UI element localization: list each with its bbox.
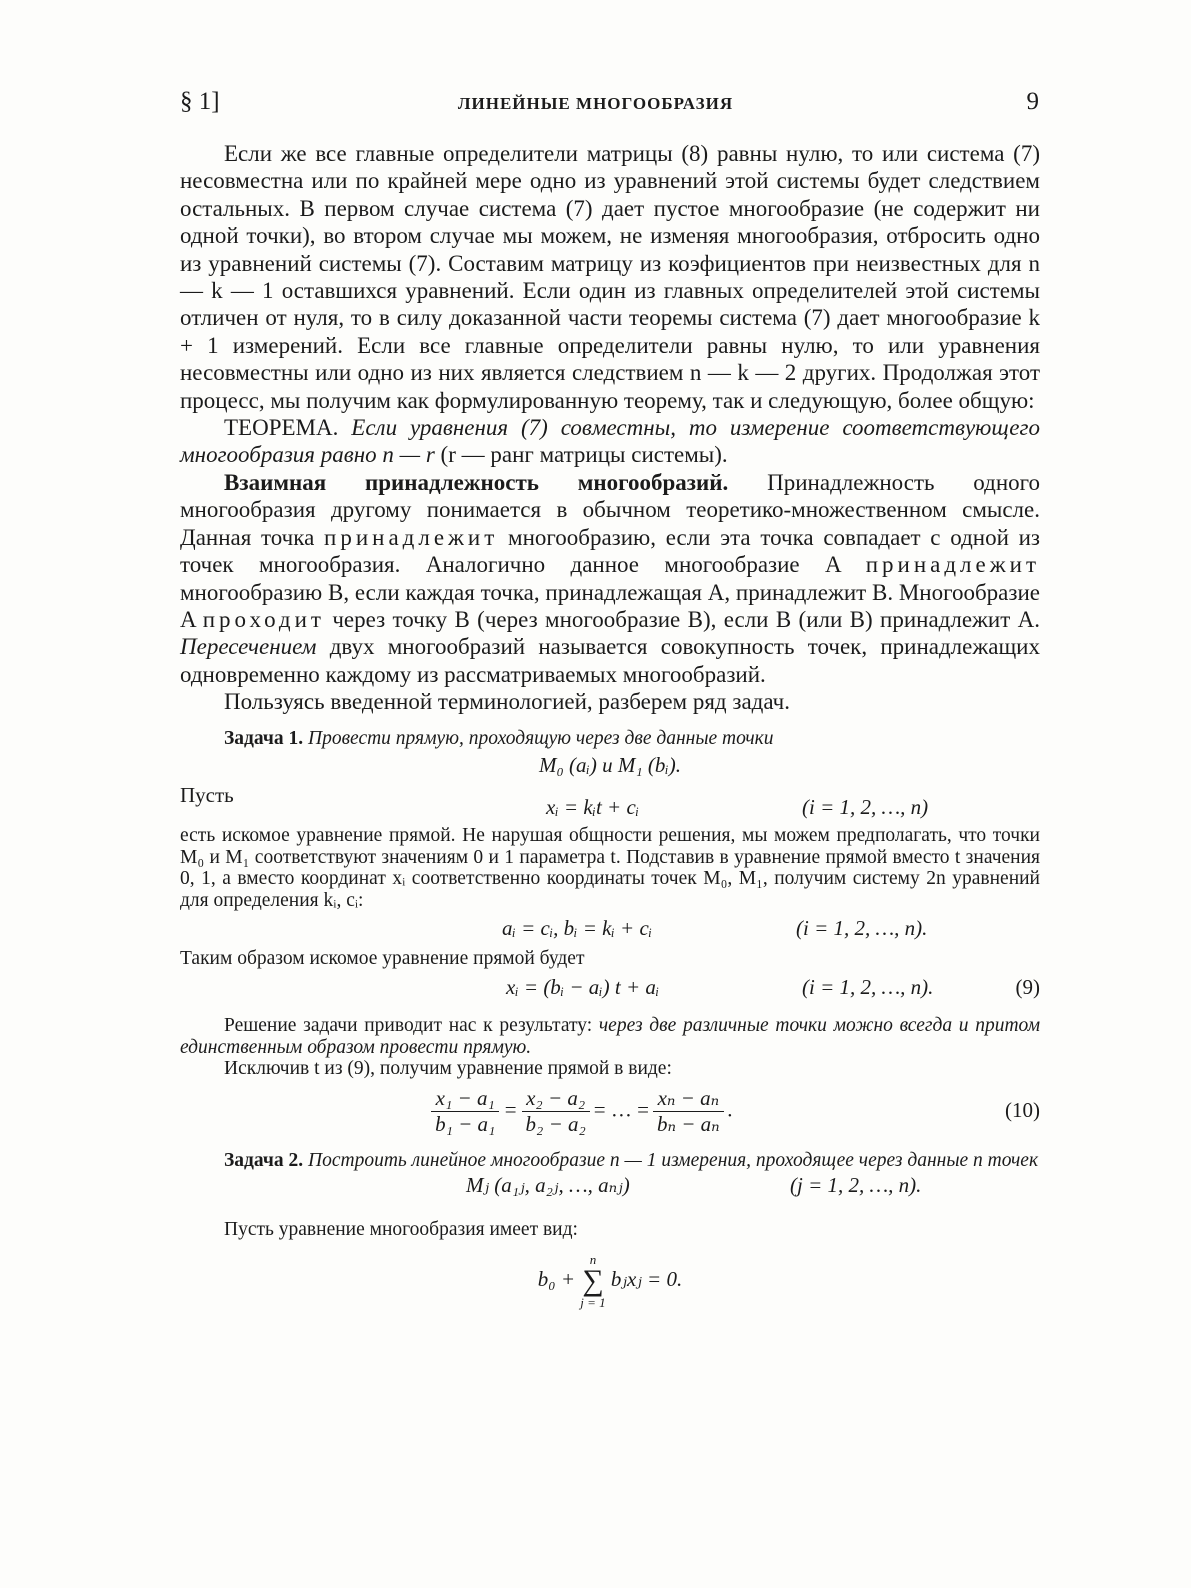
- result-statement: через две различные точки можно всегда и притом единственным образом провести прямую.: [180, 1015, 1041, 1058]
- spaced-term-1: принадлежит: [324, 524, 499, 550]
- equation-9-range: (i = 1, 2, …, n).: [802, 975, 934, 1000]
- fraction-n-numerator: xₙ − aₙ: [653, 1086, 724, 1112]
- result-lead: Решение задачи приводит нас к результату:: [224, 1015, 593, 1037]
- incidence-text-5: двух многообразий называется совокупность точек, принадлежащих одновременно каждому из рассматриваемых многообразий.: [180, 634, 1040, 687]
- task1-statement: [180, 728, 1040, 750]
- line-equation-row: [180, 783, 1040, 819]
- incidence-text-3: многообразию B, если каждая точка, принадлежащая A, принадлежит B. Многообразие A: [180, 579, 1040, 632]
- fraction-2-numerator: x₂ − a₂: [522, 1086, 590, 1112]
- fraction-n-denominator: bₙ − aₙ: [656, 1111, 720, 1136]
- theorem: [180, 414, 1040, 469]
- running-title: ЛИНЕЙНЫЕ МНОГООБРАЗИЯ: [457, 94, 734, 113]
- fraction-1: [431, 1086, 499, 1137]
- section-marker: § 1]: [180, 88, 220, 115]
- equation-ellipsis: = … =: [593, 1097, 649, 1122]
- equation-10-label: (10): [1005, 1097, 1040, 1122]
- task1-result: [180, 1015, 1040, 1058]
- task2-range: (j = 1, 2, …, n).: [790, 1173, 922, 1198]
- incidence-text-2: многообразию, если эта точка совпадает с одной из точек многообразия. Аналогично данное многообразие A: [180, 524, 1041, 578]
- equation-right: bⱼxⱼ = 0.: [610, 1266, 683, 1291]
- incidence-text-4: через точку B (через многообразие B), если B (или B) принадлежит A.: [332, 606, 1041, 632]
- task1-thus: Таким образом искомое уравнение прямой будет: [180, 947, 585, 969]
- system-row: [180, 912, 1040, 942]
- spaced-term-3: проходит: [202, 606, 325, 632]
- equation-9-label: (9): [1015, 975, 1040, 1000]
- sigma-icon: ∑: [582, 1264, 604, 1298]
- system-range: (i = 1, 2, …, n).: [796, 915, 928, 940]
- parametric-line-equation: xᵢ = kᵢt + cᵢ: [546, 795, 640, 820]
- task2-statement: [180, 1150, 1040, 1172]
- index-range: (i = 1, 2, …, n): [802, 795, 929, 820]
- paragraph-problems-intro: Пользуясь введенной терминологией, разберем ряд задач.: [224, 689, 790, 715]
- sum-lower-limit: j = 1: [580, 1295, 606, 1311]
- section-heading: Взаимная принадлежность многообразий.: [224, 469, 729, 495]
- fraction-2: [522, 1086, 590, 1137]
- theorem-statement: Если уравнения (7) совместны, то измерение соответствующего многообразия равно n — r: [180, 415, 1040, 468]
- incidence-text-1: Принадлежность одного многообразия другому понимается в обычном теоретико-множественном смысле. Данная точка: [180, 469, 1041, 550]
- task2-text: Построить линейное многообразие n — 1 измерения, проходящее через данные n точек: [308, 1149, 1039, 1171]
- equation-10: $\frac{\text{x₁ − a₁}}{\text{b₁ − a₁}}$ = $\frac{\text{x₂ − a₂}}{\text{b₂ − a₂}}$ = … = $\frac{\text{xₙ − aₙ}}{\text{bₙ − aₙ}}$ .: [150, 1086, 1010, 1137]
- task1-points: [180, 753, 1040, 783]
- system-equations: aᵢ = cᵢ, bᵢ = kᵢ + cᵢ: [502, 915, 653, 940]
- task2-points-row: [180, 1171, 1040, 1201]
- hyperplane-equation: [180, 1253, 1040, 1309]
- task1-elimination: Исключив t из (9), получим уравнение прямой в виде:: [224, 1058, 672, 1080]
- theorem-note: (r — ранг матрицы системы).: [440, 442, 728, 468]
- task1-description: есть искомое уравнение прямой. Не нарушая общности решения, мы можем предполагать, что точки M₀ и M₁ соответствуют значениям 0 и 1 параметра t. Подставив в уравнение прямой вместо t значения 0, 1, а вместо координат xᵢ соответственно координаты точек M₀, M₁, получим систему 2n уравнений для определения kᵢ, cᵢ:: [180, 825, 1040, 911]
- page-number: 9: [1026, 88, 1039, 115]
- task2-points: Mⱼ (a₁ⱼ, a₂ⱼ, …, aₙⱼ): [466, 1173, 630, 1198]
- fraction-2-denominator: b₂ − a₂: [525, 1111, 586, 1136]
- summation: [580, 1253, 605, 1309]
- task1-let: Пусть: [180, 783, 234, 808]
- task1-label: Задача 1.: [224, 727, 304, 749]
- paragraph-degenerate-case: Если же все главные определители матрицы (8) равны нулю, то или система (7) несовместна или по крайней мере одно из уравнений этой системы будет следствием остальных. В первом случае система (7) дает пустое многообразие (не содержит ни одной точки), во втором случае мы можем, не изменяя многообразия, отбросить одно из уравнений системы (7). Составим матрицу из коэфициентов при неизвестных для n — k — 1 оставшихся уравнений. Если один из главных определителей этой системы отличен от нуля, то в силу доказанной части теоремы система (7) дает многообразие k + 1 измерений. Если все главные определители равны нулю, то или уравнения несовместны или одно из них является следствием n — k — 2 других. Продолжая этот процесс, мы получим как формулированную теорему, так и следующую, более общую:: [180, 141, 1040, 413]
- equation-9: xᵢ = (bᵢ − aᵢ) t + aᵢ: [506, 975, 660, 1000]
- equation-10-row: [180, 1084, 1040, 1142]
- sum-upper-limit: n: [589, 1252, 597, 1268]
- theorem-label: ТЕОРЕМА.: [224, 415, 339, 441]
- intersection-term: Пересечением: [180, 634, 317, 660]
- fraction-1-numerator: x₁ − a₁: [431, 1086, 499, 1112]
- page-body: [180, 140, 1040, 1337]
- equation-9-row: [180, 973, 1040, 1003]
- hyperplane-equation-row: [180, 1247, 1040, 1337]
- equation-left: b₀ +: [537, 1266, 575, 1291]
- spaced-term-2: принадлежит: [865, 552, 1040, 578]
- task2-let: Пусть уравнение многообразия имеет вид:: [224, 1219, 578, 1241]
- task1-points-formula: M₀ (aᵢ) и M₁ (bᵢ).: [539, 753, 681, 778]
- task1-text: Провести прямую, проходящую через две данные точки: [308, 727, 774, 749]
- fraction-1-denominator: b₁ − a₁: [435, 1111, 496, 1136]
- task2-label: Задача 2.: [224, 1149, 304, 1171]
- paragraph-incidence: [180, 469, 1040, 688]
- fraction-n: [653, 1086, 724, 1137]
